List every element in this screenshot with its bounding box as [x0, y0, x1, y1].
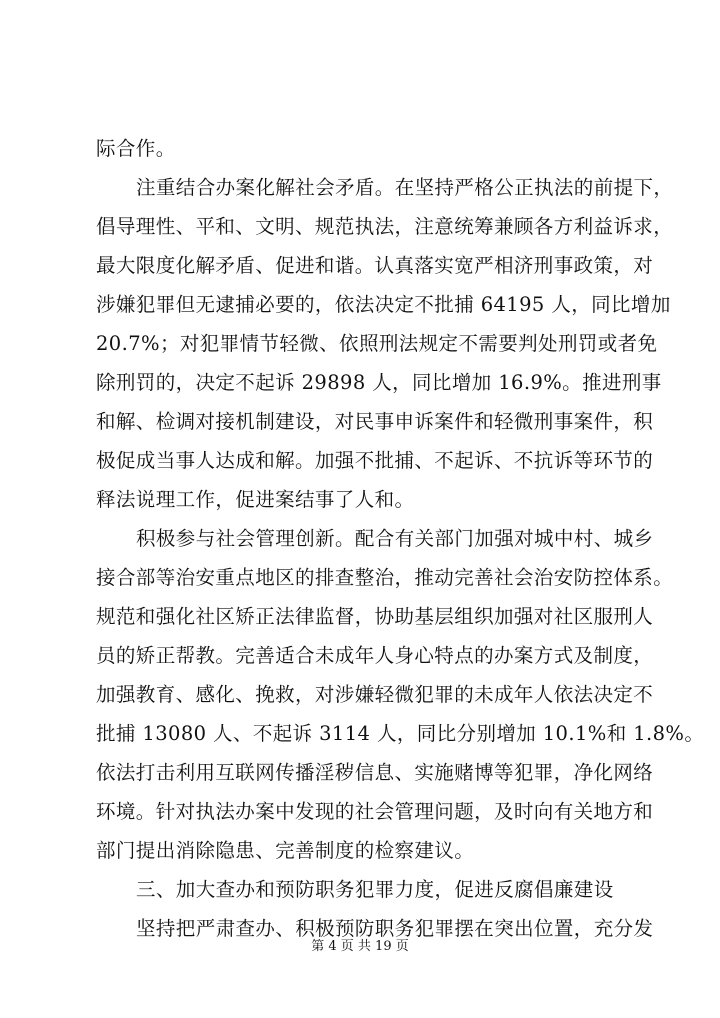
text-line: 环境。针对执法办案中发现的社会管理问题，及时向有关地方和: [96, 800, 654, 823]
paragraph-start-line: 积极参与社会管理创新。配合有关部门加强对城中村、城乡: [136, 527, 654, 550]
text-line: 批捕 13080 人、不起诉 3114 人，同比分别增加 10.1%和 1.8%。: [96, 722, 705, 745]
text-line: 除刑罚的，决定不起诉 29898 人，同比增加 16.9%。推进刑事: [96, 371, 662, 394]
paragraph-start-line: 坚持把严肃查办、积极预防职务犯罪摆在突出位置，充分发: [136, 917, 654, 940]
text-line: 和解、检调对接机制建设，对民事申诉案件和轻微刑事案件，积: [96, 410, 654, 433]
text-line: 涉嫌犯罪但无逮捕必要的，依法决定不批捕 64195 人，同比增加: [96, 293, 671, 316]
paragraph-start-line: 注重结合办案化解社会矛盾。在坚持严格公正执法的前提下，: [136, 176, 674, 199]
text-line: 依法打击利用互联网传播淫秽信息、实施赌博等犯罪，净化网络: [96, 761, 654, 784]
text-line: 员的矫正帮教。完善适合未成年人身心特点的办案方式及制度，: [96, 644, 654, 667]
text-line: 规范和强化社区矫正法律监督，协助基层组织加强对社区服刑人: [96, 605, 654, 628]
text-line: 接合部等治安重点地区的排查整治，推动完善社会治安防控体系。: [96, 566, 674, 589]
text-line: 最大限度化解矛盾、促进和谐。认真落实宽严相济刑事政策，对: [96, 254, 654, 277]
text-line: 际合作。: [96, 137, 176, 160]
text-line: 部门提出消除隐患、完善制度的检察建议。: [96, 839, 475, 862]
text-line: 极促成当事人达成和解。加强不批捕、不起诉、不抗诉等环节的: [96, 449, 654, 472]
page-number-footer: 第 4 页 共 19 页: [311, 939, 409, 954]
text-line: 倡导理性、平和、文明、规范执法，注意统筹兼顾各方利益诉求，: [96, 215, 674, 238]
section-heading: 三、加大查办和预防职务犯罪力度，促进反腐倡廉建设: [136, 878, 614, 901]
text-line: 20.7%；对犯罪情节轻微、依照刑法规定不需要判处刑罚或者免: [96, 332, 658, 355]
text-line: 加强教育、感化、挽救，对涉嫌轻微犯罪的未成年人依法决定不: [96, 683, 654, 706]
text-line: 释法说理工作，促进案结事了人和。: [96, 488, 415, 511]
